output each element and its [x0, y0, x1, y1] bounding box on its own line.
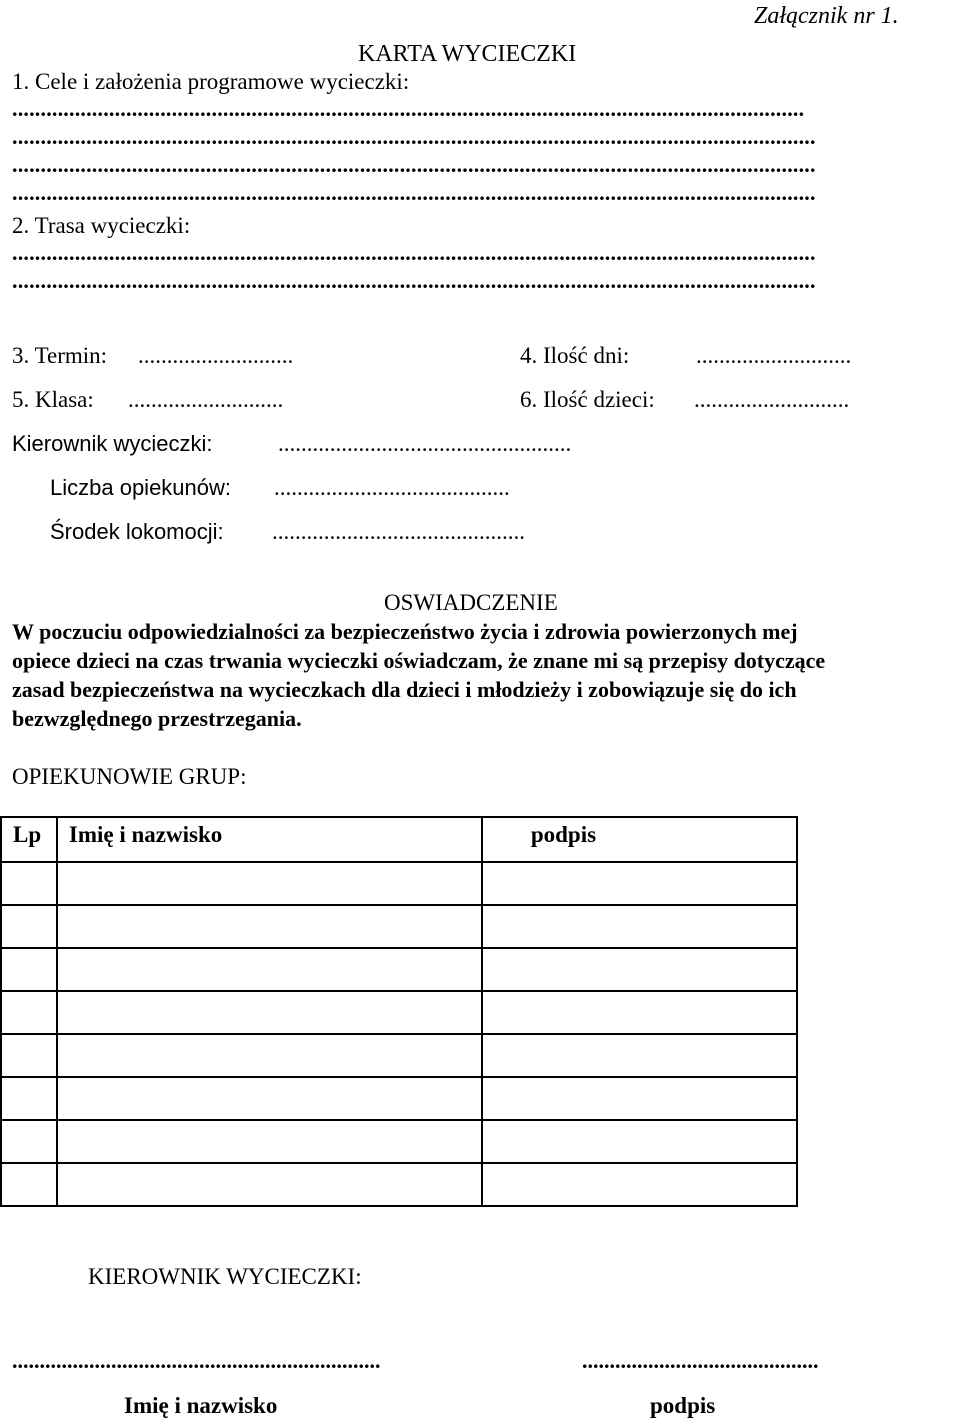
goals-line-3[interactable]: ............................................................................................................................................. — [12, 154, 816, 177]
lp-cell[interactable] — [1, 948, 57, 991]
signature-cell[interactable] — [482, 1077, 797, 1120]
name-cell[interactable] — [57, 1120, 482, 1163]
lp-cell[interactable] — [1, 905, 57, 948]
name-cell[interactable] — [57, 1163, 482, 1206]
signature-cell[interactable] — [482, 1034, 797, 1077]
termin-label: 3. Termin: — [12, 343, 108, 368]
lp-cell[interactable] — [1, 862, 57, 905]
section-goals-label: 1. Cele i założenia programowe wycieczki: — [12, 69, 410, 94]
table-row — [1, 1077, 797, 1120]
lp-cell[interactable] — [1, 1120, 57, 1163]
guardians-count-label: Liczba opiekunów: — [50, 475, 232, 500]
name-cell[interactable] — [57, 948, 482, 991]
name-cell[interactable] — [57, 1077, 482, 1120]
children-count-label: 6. Ilość dzieci: — [520, 387, 655, 412]
class-field[interactable]: ........................... — [128, 387, 284, 412]
days-count-label: 4. Ilość dni: — [520, 343, 630, 368]
leader-heading: KIEROWNIK WYCIECZKI: — [88, 1264, 362, 1289]
name-cell[interactable] — [57, 991, 482, 1034]
declaration-line: W poczuciu odpowiedzialności za bezpieczeństwo życia i zdrowia powierzonych mej — [12, 619, 798, 644]
leader-label: Kierownik wycieczki: — [12, 431, 213, 456]
name-cell[interactable] — [57, 862, 482, 905]
lp-cell[interactable] — [1, 1163, 57, 1206]
termin-field[interactable]: ........................... — [138, 343, 294, 368]
signature-cell[interactable] — [482, 991, 797, 1034]
table-row — [1, 948, 797, 991]
column-header-lp: Lp — [1, 817, 57, 862]
table-row — [1, 991, 797, 1034]
guardians-count-field[interactable]: ......................................... — [274, 475, 510, 500]
lp-cell[interactable] — [1, 991, 57, 1034]
declaration-title: OSWIADCZENIE — [384, 590, 558, 615]
lp-cell[interactable] — [1, 1077, 57, 1120]
days-count-field[interactable]: ........................... — [696, 343, 852, 368]
signature-cell[interactable] — [482, 905, 797, 948]
name-cell[interactable] — [57, 905, 482, 948]
class-label: 5. Klasa: — [12, 387, 94, 412]
goals-line-4[interactable]: ............................................................................................................................................. — [12, 182, 816, 205]
signature-cell[interactable] — [482, 862, 797, 905]
name-cell[interactable] — [57, 1034, 482, 1077]
lp-cell[interactable] — [1, 1034, 57, 1077]
route-line-2[interactable]: ............................................................................................................................................. — [12, 270, 816, 293]
table-row — [1, 1163, 797, 1206]
transport-field[interactable]: ............................................ — [272, 519, 525, 544]
table-header-row — [1, 817, 797, 862]
attachment-label: Załącznik nr 1. — [754, 3, 899, 29]
children-count-field[interactable]: ........................... — [694, 387, 850, 412]
guardians-heading: OPIEKUNOWIE GRUP: — [12, 764, 247, 789]
table-row — [1, 862, 797, 905]
table-row — [1, 905, 797, 948]
declaration-text — [12, 617, 952, 733]
leader-name-label: Imię i nazwisko — [124, 1393, 278, 1418]
transport-label: Środek lokomocji: — [50, 519, 224, 544]
goals-line-2[interactable]: ............................................................................................................................................. — [12, 126, 816, 149]
signature-cell[interactable] — [482, 1120, 797, 1163]
section-route-label: 2. Trasa wycieczki: — [12, 213, 191, 238]
leader-name-field[interactable]: ................................................................... — [12, 1348, 381, 1373]
leader-signature-field[interactable]: ........................................... — [582, 1348, 819, 1373]
guardians-table — [0, 816, 798, 1207]
leader-field[interactable]: ................................................... — [278, 431, 572, 456]
declaration-line: zasad bezpieczeństwa na wycieczkach dla dzieci i młodzieży i zobowiązuje się do ich — [12, 677, 797, 702]
declaration-line: opiece dzieci na czas trwania wycieczki oświadczam, że znane mi są przepisy dotyczące — [12, 648, 826, 673]
table-row — [1, 1034, 797, 1077]
column-header-signature: podpis — [482, 817, 797, 862]
route-line-1[interactable]: ............................................................................................................................................. — [12, 242, 816, 265]
document-title: KARTA WYCIECZKI — [358, 41, 577, 67]
signature-cell[interactable] — [482, 948, 797, 991]
declaration-line: bezwzględnego przestrzegania. — [12, 706, 302, 731]
goals-line-1[interactable]: ........................................................................................................................................... — [12, 98, 805, 121]
signature-cell[interactable] — [482, 1163, 797, 1206]
leader-signature-label: podpis — [650, 1393, 716, 1418]
table-row — [1, 1120, 797, 1163]
column-header-name: Imię i nazwisko — [57, 817, 482, 862]
